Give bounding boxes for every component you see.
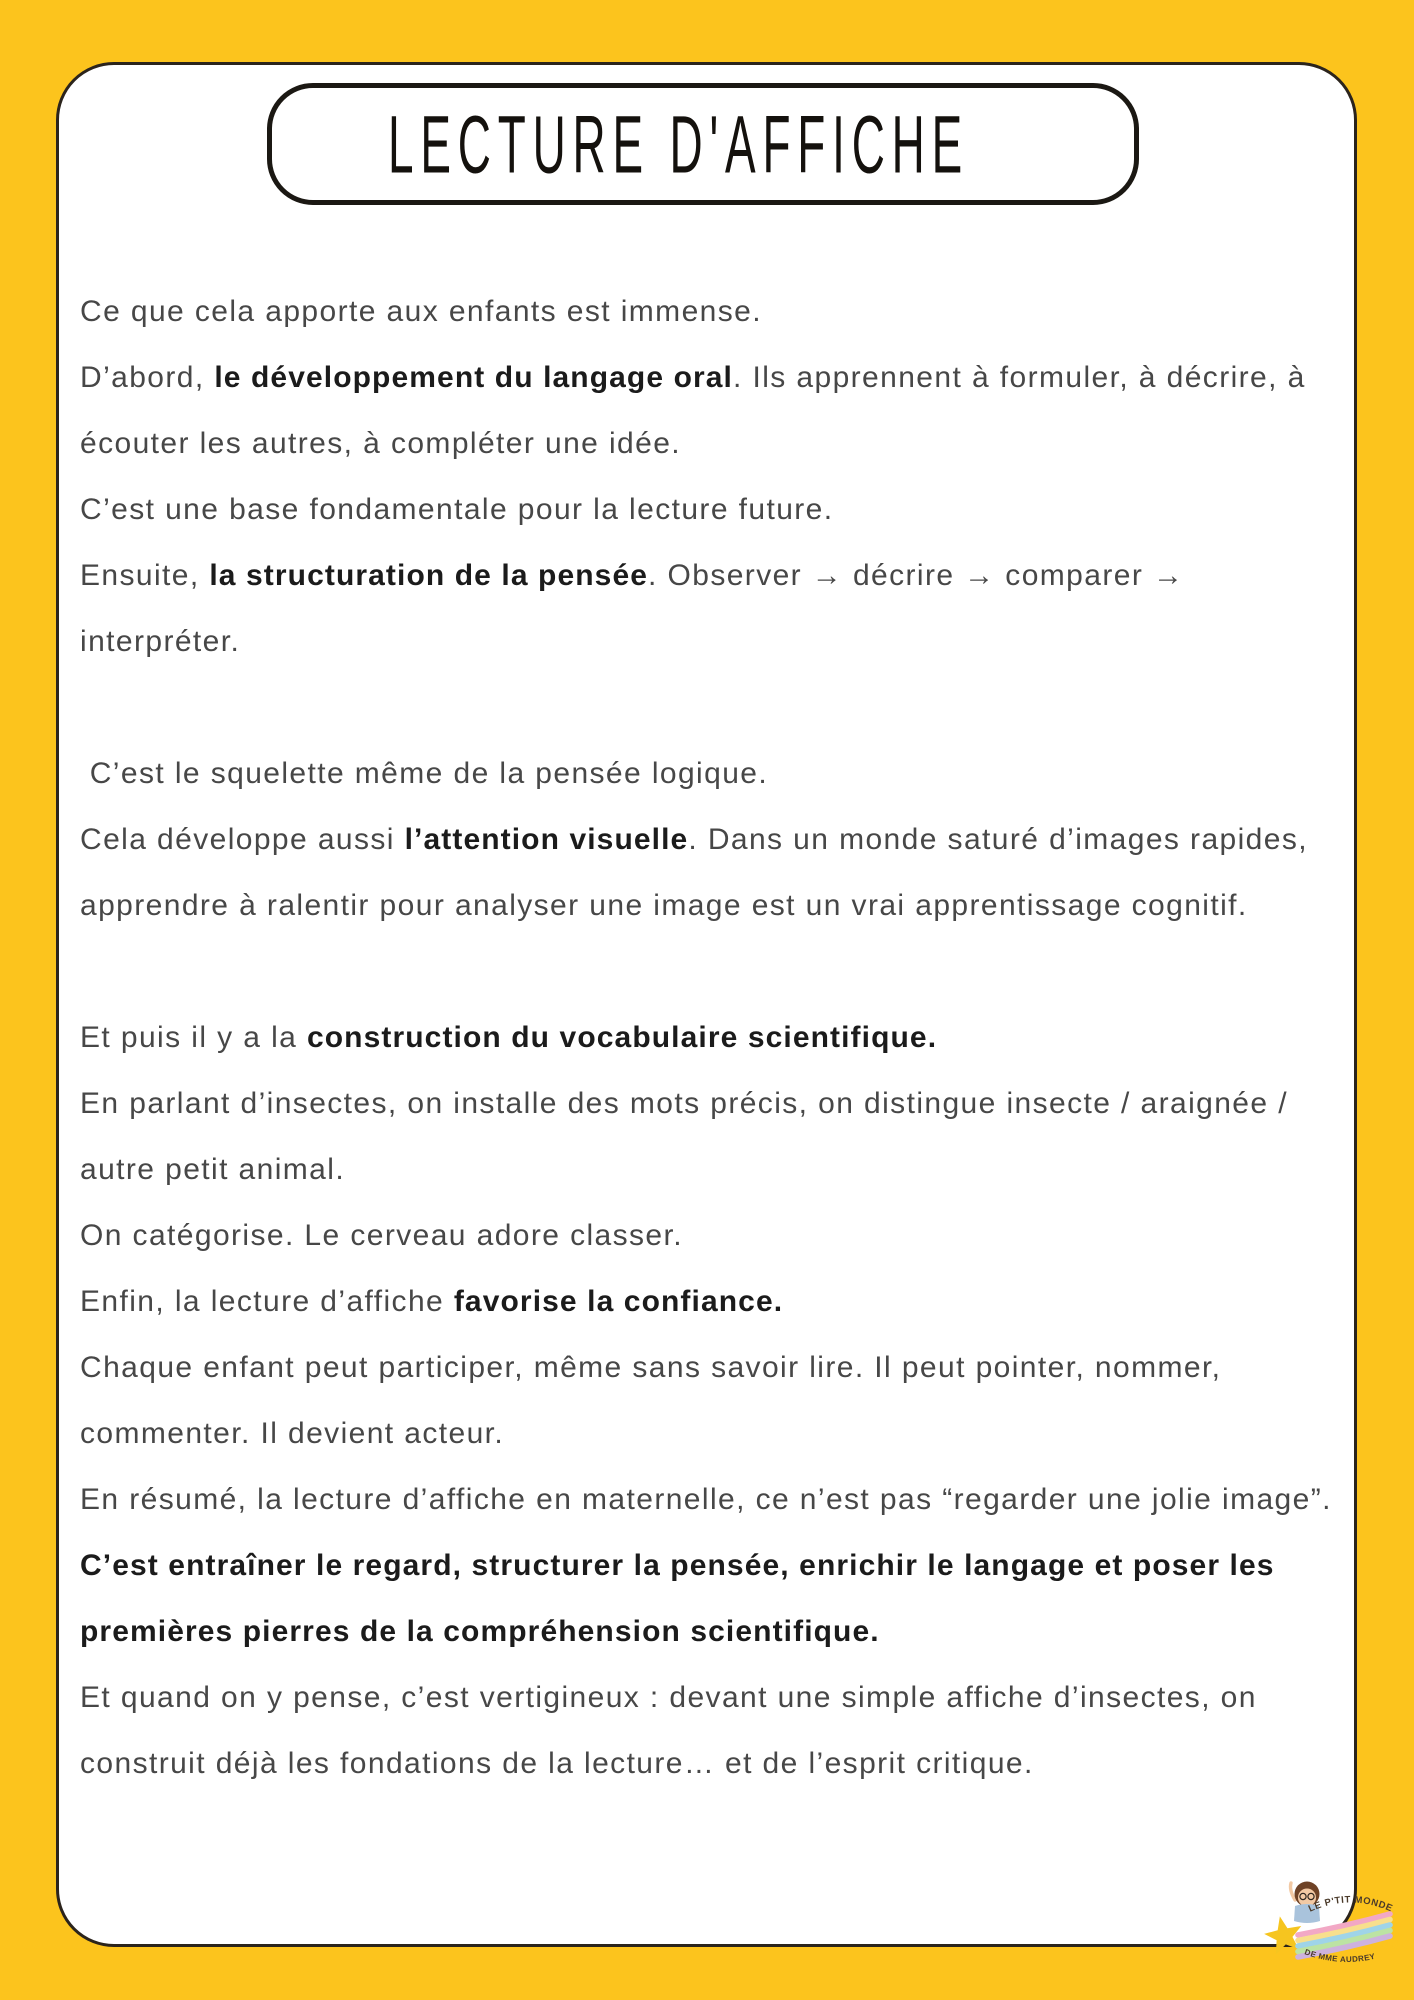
- text-segment: construit déjà les fondations de la lecture… et de l’esprit critique.: [80, 1747, 1034, 1780]
- text-line: [80, 1005, 1338, 1071]
- text-segment: On catégorise. Le cerveau adore classer.: [80, 1219, 683, 1252]
- text-line: [80, 1203, 1338, 1269]
- bold-text-segment: l’attention visuelle: [404, 823, 689, 856]
- text-line: [80, 1731, 1338, 1797]
- text-line: [80, 411, 1338, 477]
- text-segment: . Dans un monde saturé d’images rapides,: [688, 823, 1308, 856]
- text-line: [80, 741, 1338, 807]
- blank-line: [80, 939, 1338, 1005]
- text-line: [80, 1533, 1338, 1599]
- text-segment: apprendre à ralentir pour analyser une image est un vrai apprentissage cognitif.: [80, 889, 1248, 922]
- text-segment: . Ils apprennent à formuler, à décrire, à: [733, 361, 1306, 394]
- blank-line: [80, 675, 1338, 741]
- text-segment: . Observer → décrire → comparer →: [648, 559, 1185, 592]
- text-segment: En parlant d’insectes, on installe des mots précis, on distingue insecte / araignée /: [80, 1087, 1288, 1120]
- text-segment: Cela développe aussi: [80, 823, 405, 856]
- bold-text-segment: favorise la confiance.: [453, 1285, 784, 1318]
- logo-bottom-text: DE MME AUDREY: [1303, 1947, 1377, 1965]
- text-segment: C’est le squelette même de la pensée logique.: [80, 757, 769, 790]
- text-segment: D’abord,: [80, 361, 215, 394]
- worksheet-paper: [56, 62, 1357, 1947]
- bold-text-segment: le développement du langage oral: [214, 361, 733, 394]
- text-segment: Enfin, la lecture d’affiche: [80, 1285, 454, 1318]
- text-line: [80, 807, 1338, 873]
- text-line: [80, 873, 1338, 939]
- text-line: [80, 345, 1338, 411]
- text-segment: autre petit animal.: [80, 1153, 346, 1186]
- bold-text-segment: construction du vocabulaire scientifique.: [306, 1021, 938, 1054]
- text-segment: C’est une base fondamentale pour la lecture future.: [80, 493, 834, 526]
- text-line: [80, 1269, 1338, 1335]
- text-line: [80, 543, 1338, 609]
- bold-text-segment: C’est entraîner le regard, structurer la pensée, enrichir le langage et poser les: [80, 1549, 1275, 1582]
- text-segment: écouter les autres, à compléter une idée.: [80, 427, 682, 460]
- text-line: [80, 1071, 1338, 1137]
- body-text: [80, 279, 1338, 1797]
- text-line: [80, 477, 1338, 543]
- bold-text-segment: premières pierres de la compréhension scientifique.: [80, 1615, 880, 1648]
- text-line: [80, 1401, 1338, 1467]
- text-line: [80, 609, 1338, 675]
- text-segment: Ce que cela apporte aux enfants est immense.: [80, 295, 762, 328]
- text-line: [80, 1599, 1338, 1665]
- text-segment: Chaque enfant peut participer, même sans savoir lire. Il peut pointer, nommer,: [80, 1351, 1222, 1384]
- logo-watermark: [1262, 1878, 1402, 1982]
- logo-top-text: LE P'TIT MONDE: [1306, 1894, 1395, 1915]
- text-line: [80, 1467, 1338, 1533]
- text-line: [80, 1665, 1338, 1731]
- page-title: LECTURE D'AFFICHE: [388, 98, 970, 190]
- svg-text:LE P'TIT MONDE: [1307, 1894, 1395, 1914]
- text-segment: Et quand on y pense, c’est vertigineux : devant une simple affiche d’insectes, on: [80, 1681, 1257, 1714]
- text-segment: Ensuite,: [80, 559, 210, 592]
- text-line: [80, 1137, 1338, 1203]
- text-segment: commenter. Il devient acteur.: [80, 1417, 505, 1450]
- text-line: [80, 1335, 1338, 1401]
- text-segment: Et puis il y a la: [80, 1021, 307, 1054]
- avatar-arm: [1291, 1883, 1296, 1900]
- text-segment: interpréter.: [80, 625, 241, 658]
- title-box: [267, 83, 1139, 205]
- text-segment: En résumé, la lecture d’affiche en maternelle, ce n’est pas “regarder une jolie image”.: [80, 1483, 1332, 1516]
- bold-text-segment: la structuration de la pensée: [209, 559, 649, 592]
- text-line: [80, 279, 1338, 345]
